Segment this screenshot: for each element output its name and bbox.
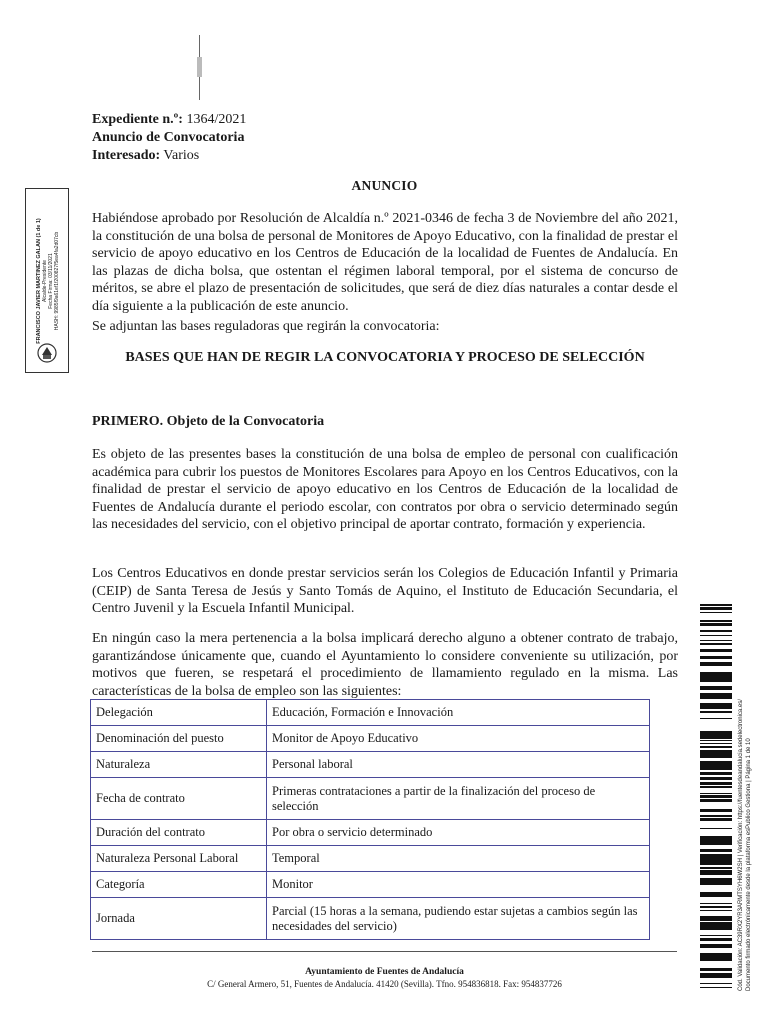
verification-text bbox=[737, 601, 753, 991]
table-row bbox=[91, 726, 650, 752]
table-row bbox=[91, 778, 650, 820]
header-logo-mark bbox=[197, 35, 203, 100]
signature-text bbox=[36, 196, 60, 366]
footer-address: C/ General Armero, 51, Fuentes de Andalucía. 41420 (Sevilla). Tfno. 954836818. Fax: 954837726 bbox=[207, 979, 562, 989]
table-key: Categoría bbox=[91, 872, 267, 898]
paragraph-objeto: Es objeto de las presentes bases la constitución de una bolsa de empleo de personal con cualificación académica para cubrir los puestos de Monitores Escolares para Apoyo en los Centros Educativos, con la finalidad de prestar el servicio de apoyo educativo en los Centros de Educación de la localidad de Fuentes de Andalucía durante el periodo escolar, con contratos por obra o servicio determinado según las necesidades del servicio, con el objetivo principal de aportar contrato, formación y experiencia. bbox=[92, 447, 678, 533]
table-key: Delegación bbox=[91, 700, 267, 726]
table-value: Educación, Formación e Innovación bbox=[267, 700, 650, 726]
section-primero-heading: PRIMERO. Objeto de la Convocatoria bbox=[92, 414, 325, 429]
verification-code: Cód. Validación: AC39RX2YR3ARMTSYH6W2SH | Verificación: https://fuentesdeandalucia.sedelectronica.es/ bbox=[738, 699, 744, 991]
table-value: Monitor bbox=[267, 872, 650, 898]
table-key: Duración del contrato bbox=[91, 820, 267, 846]
characteristics-table bbox=[90, 699, 650, 940]
table-key: Fecha de contrato bbox=[91, 778, 267, 820]
paragraph-intro: Habiéndose aprobado por Resolución de Alcaldía n.º 2021-0346 de fecha 3 de Noviembre del año 2021, la constitución de una bolsa de personal de Monitores de Apoyo Educativo, con la finalidad de prestar el servicio de apoyo educativo en los Centros de Educación de la localidad de Fuentes de Andalucía. En las plazas de dicha bolsa, que ostentan el régimen laboral temporal, por el sistema de concurso de méritos, se abre el plazo de presentación de solicitudes, que será de diez días naturales a contar desde el día siguiente a la publicación de este anuncio. bbox=[92, 211, 678, 314]
table-value: Temporal bbox=[267, 846, 650, 872]
paragraph-bolsa: En ningún caso la mera pertenencia a la bolsa implicará derecho alguno a obtener contrato de trabajo, garantizándose únicamente que, cuando el Ayuntamiento lo considere conveniente su utilización, por motivos que fueren, se respetará el procedimiento de llamamiento regulado en la misma. Las características de la bolsa de empleo son las siguientes: bbox=[92, 631, 678, 699]
table-row bbox=[91, 872, 650, 898]
expediente-label: Expediente n.º: bbox=[92, 112, 183, 127]
bases-heading: BASES QUE HAN DE REGIR LA CONVOCATORIA Y PROCESO DE SELECCIÓN bbox=[125, 350, 645, 365]
table-row bbox=[91, 700, 650, 726]
document-footer bbox=[92, 966, 677, 990]
signer-name: FRANCISCO JAVIER MARTINEZ GALAN (1 de 1) bbox=[36, 218, 42, 344]
table-key: Naturaleza Personal Laboral bbox=[91, 846, 267, 872]
signer-role: Alcalde-Presidente bbox=[42, 260, 48, 302]
document-title: ANUNCIO bbox=[351, 178, 418, 193]
interesado-label: Interesado: bbox=[92, 148, 161, 163]
signature-box bbox=[25, 188, 69, 373]
barcode-icon bbox=[700, 604, 732, 988]
table-value: Primeras contrataciones a partir de la finalización del proceso de selección bbox=[267, 778, 650, 820]
municipal-seal-icon bbox=[36, 342, 58, 364]
table-row bbox=[91, 846, 650, 872]
table-key: Jornada bbox=[91, 898, 267, 940]
document-header bbox=[92, 111, 246, 165]
expediente-value: 1364/2021 bbox=[182, 112, 247, 127]
interesado-line bbox=[92, 147, 246, 165]
table-value: Parcial (15 horas a la semana, pudiendo estar sujetas a cambios según las necesidades del servicio) bbox=[267, 898, 650, 940]
verification-platform: Documento firmado electrónicamente desde la plataforma esPublico Gestiona | Página 1 de 10 bbox=[746, 738, 752, 991]
table-value: Monitor de Apoyo Educativo bbox=[267, 726, 650, 752]
anuncio-line bbox=[92, 129, 246, 147]
anuncio-label: Anuncio de Convocatoria bbox=[92, 130, 245, 145]
paragraph-centros: Los Centros Educativos en donde prestar servicios serán los Colegios de Educación Infantil y Primaria (CEIP) de Santa Teresa de Jesús y Santo Tomás de Aquino, el Instituto de Educación Secundaria, el Centro Juvenil y la Escuela Infantil Municipal. bbox=[92, 566, 678, 617]
footer-organization: Ayuntamiento de Fuentes de Andalucía bbox=[305, 967, 464, 977]
table-value: Por obra o servicio determinado bbox=[267, 820, 650, 846]
table-key: Denominación del puesto bbox=[91, 726, 267, 752]
table-row bbox=[91, 820, 650, 846]
table-row bbox=[91, 898, 650, 940]
paragraph-bases-note: Se adjuntan las bases reguladoras que regirán la convocatoria: bbox=[92, 319, 440, 334]
table-row bbox=[91, 752, 650, 778]
signature-hash: HASH: 9985f9a61ef1f200827f5ea4fa2d07cb bbox=[54, 231, 60, 331]
expediente-line bbox=[92, 111, 246, 129]
table-key: Naturaleza bbox=[91, 752, 267, 778]
table-value: Personal laboral bbox=[267, 752, 650, 778]
signature-date: Fecha Firma: 03/11/2021 bbox=[48, 253, 54, 309]
footer-divider bbox=[92, 951, 677, 952]
interesado-value: Varios bbox=[160, 148, 200, 163]
